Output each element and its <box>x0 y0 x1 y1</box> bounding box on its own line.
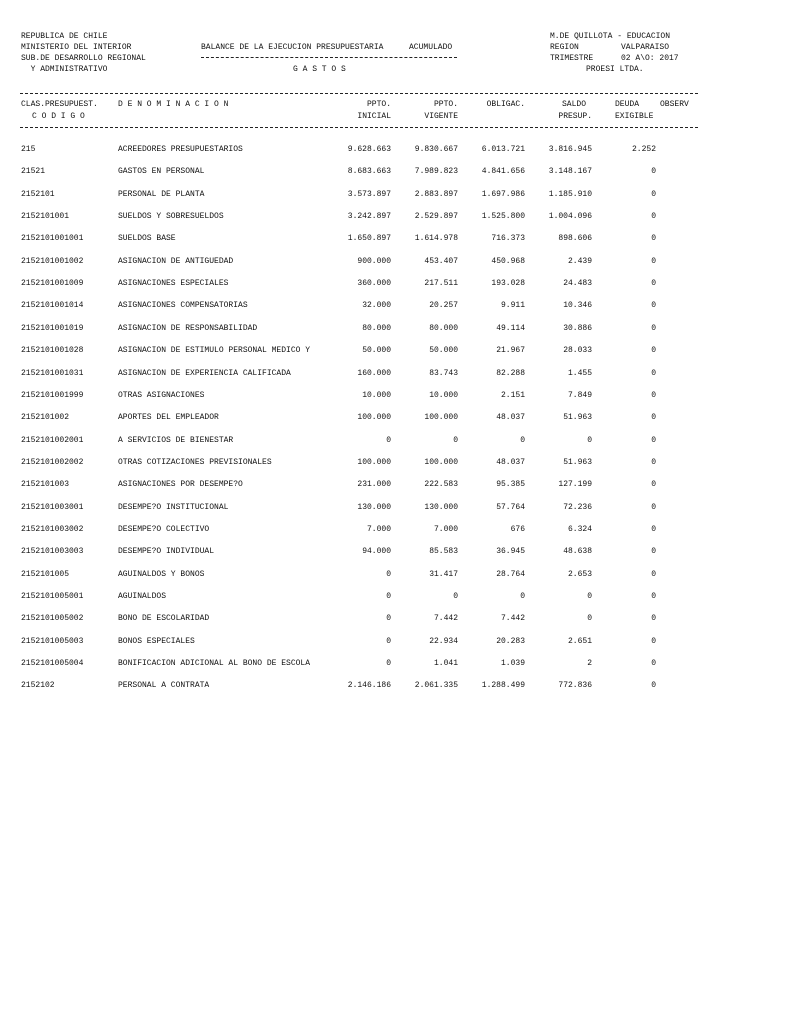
row-ppto-vigente: 10.000 <box>429 391 458 400</box>
row-deuda-exigible: 2.252 <box>631 145 656 154</box>
row-denominacion: PERSONAL DE PLANTA <box>118 190 205 199</box>
row-saldo-presup: 51.963 <box>563 413 592 422</box>
row-ppto-inicial: 3.573.897 <box>347 190 391 199</box>
row-obligac: 36.945 <box>496 547 525 556</box>
row-deuda-exigible: 0 <box>651 391 656 400</box>
row-denominacion: BONO DE ESCOLARIDAD <box>118 614 210 623</box>
row-ppto-vigente: 7.000 <box>433 525 458 534</box>
row-ppto-inicial: 130.000 <box>357 503 391 512</box>
row-ppto-vigente: 100.000 <box>424 413 458 422</box>
header-proesi: PROESI LTDA. <box>586 65 644 74</box>
col-denominacion: D E N O M I N A C I O N <box>118 100 229 109</box>
row-code: 2152101002 <box>21 413 70 422</box>
row-code: 2152101002002 <box>21 458 84 467</box>
header-line-republica: REPUBLICA DE CHILE <box>21 32 108 41</box>
row-ppto-vigente: 83.743 <box>429 369 458 378</box>
col-ppto-inicial-2: INICIAL <box>357 112 391 121</box>
row-saldo-presup: 3.148.167 <box>548 167 592 176</box>
row-saldo-presup: 898.606 <box>558 234 592 243</box>
table-row <box>0 480 791 492</box>
row-saldo-presup: 72.236 <box>563 503 592 512</box>
row-denominacion: PERSONAL A CONTRATA <box>118 681 210 690</box>
row-deuda-exigible: 0 <box>651 234 656 243</box>
row-saldo-presup: 30.886 <box>563 324 592 333</box>
table-row <box>0 503 791 515</box>
row-ppto-vigente: 7.989.823 <box>414 167 458 176</box>
row-deuda-exigible: 0 <box>651 570 656 579</box>
row-saldo-presup: 51.963 <box>563 458 592 467</box>
row-obligac: 82.288 <box>496 369 525 378</box>
row-ppto-vigente: 1.041 <box>433 659 458 668</box>
table-row <box>0 324 791 336</box>
row-ppto-vigente: 222.583 <box>424 480 458 489</box>
header-rule-top <box>20 93 698 94</box>
table-row <box>0 369 791 381</box>
row-ppto-inicial: 7.000 <box>366 525 391 534</box>
row-saldo-presup: 3.816.945 <box>548 145 592 154</box>
row-code: 2152101001009 <box>21 279 84 288</box>
table-row <box>0 570 791 582</box>
row-deuda-exigible: 0 <box>651 436 656 445</box>
row-ppto-vigente: 453.407 <box>424 257 458 266</box>
row-ppto-inicial: 100.000 <box>357 458 391 467</box>
row-saldo-presup: 1.004.096 <box>548 212 592 221</box>
row-denominacion: APORTES DEL EMPLEADOR <box>118 413 219 422</box>
row-obligac: 1.039 <box>500 659 525 668</box>
header-line-administrativo: Y ADMINISTRATIVO <box>21 65 108 74</box>
row-ppto-inicial: 160.000 <box>357 369 391 378</box>
row-ppto-vigente: 2.061.335 <box>414 681 458 690</box>
row-obligac: 28.764 <box>496 570 525 579</box>
col-observ: OBSERV <box>660 100 689 109</box>
row-deuda-exigible: 0 <box>651 279 656 288</box>
row-code: 2152101005004 <box>21 659 84 668</box>
row-deuda-exigible: 0 <box>651 212 656 221</box>
row-denominacion: SUELDOS Y SOBRESUELDOS <box>118 212 224 221</box>
row-ppto-inicial: 10.000 <box>362 391 391 400</box>
row-ppto-vigente: 9.830.667 <box>414 145 458 154</box>
row-denominacion: BONOS ESPECIALES <box>118 637 195 646</box>
row-deuda-exigible: 0 <box>651 592 656 601</box>
row-ppto-vigente: 7.442 <box>433 614 458 623</box>
row-deuda-exigible: 0 <box>651 413 656 422</box>
header-municipio: M.DE QUILLOTA - EDUCACION <box>550 32 671 41</box>
col-ppto-vigente-1: PPTO. <box>433 100 458 109</box>
row-code: 2152101001028 <box>21 346 84 355</box>
row-ppto-vigente: 80.000 <box>429 324 458 333</box>
header-trimestre-value: 02 A\O: 2017 <box>621 54 679 63</box>
row-deuda-exigible: 0 <box>651 614 656 623</box>
row-saldo-presup: 2.651 <box>567 637 592 646</box>
table-row <box>0 257 791 269</box>
row-denominacion: ASIGNACION DE ANTIGUEDAD <box>118 257 234 266</box>
row-saldo-presup: 7.849 <box>567 391 592 400</box>
col-ppto-vigente-2: VIGENTE <box>424 112 458 121</box>
row-saldo-presup: 6.324 <box>567 525 592 534</box>
row-saldo-presup: 1.455 <box>567 369 592 378</box>
col-codigo: C O D I G O <box>32 112 85 121</box>
row-saldo-presup: 0 <box>587 592 592 601</box>
table-row <box>0 681 791 693</box>
row-ppto-inicial: 100.000 <box>357 413 391 422</box>
row-ppto-inicial: 32.000 <box>362 301 391 310</box>
row-ppto-vigente: 1.614.978 <box>414 234 458 243</box>
table-row <box>0 167 791 179</box>
row-deuda-exigible: 0 <box>651 346 656 355</box>
row-obligac: 48.037 <box>496 413 525 422</box>
row-ppto-inicial: 0 <box>386 592 391 601</box>
row-deuda-exigible: 0 <box>651 369 656 378</box>
row-code: 2152101005002 <box>21 614 84 623</box>
table-row <box>0 614 791 626</box>
row-ppto-inicial: 94.000 <box>362 547 391 556</box>
row-code: 2152101001031 <box>21 369 84 378</box>
row-saldo-presup: 10.346 <box>563 301 592 310</box>
table-row <box>0 659 791 671</box>
row-code: 2152101001999 <box>21 391 84 400</box>
row-deuda-exigible: 0 <box>651 503 656 512</box>
row-denominacion: OTRAS ASIGNACIONES <box>118 391 205 400</box>
table-row <box>0 145 791 157</box>
row-obligac: 2.151 <box>500 391 525 400</box>
row-ppto-inicial: 2.146.186 <box>347 681 391 690</box>
row-ppto-vigente: 0 <box>453 436 458 445</box>
row-code: 215 <box>21 145 36 154</box>
row-deuda-exigible: 0 <box>651 480 656 489</box>
row-code: 2152101001014 <box>21 301 84 310</box>
row-code: 2152101001001 <box>21 234 84 243</box>
table-row <box>0 190 791 202</box>
row-saldo-presup: 2 <box>587 659 592 668</box>
row-ppto-vigente: 20.257 <box>429 301 458 310</box>
row-denominacion: OTRAS COTIZACIONES PREVISIONALES <box>118 458 272 467</box>
row-saldo-presup: 772.836 <box>558 681 592 690</box>
row-denominacion: ASIGNACIONES ESPECIALES <box>118 279 229 288</box>
header-region-value: VALPARAISO <box>621 43 670 52</box>
row-denominacion: ASIGNACIONES COMPENSATORIAS <box>118 301 248 310</box>
row-ppto-inicial: 9.628.663 <box>347 145 391 154</box>
row-obligac: 1.697.986 <box>481 190 525 199</box>
table-row <box>0 637 791 649</box>
row-ppto-vigente: 217.511 <box>424 279 458 288</box>
row-ppto-inicial: 0 <box>386 659 391 668</box>
row-obligac: 6.013.721 <box>481 145 525 154</box>
row-code: 2152101003001 <box>21 503 84 512</box>
col-saldo-1: SALDO <box>561 100 586 109</box>
row-obligac: 716.373 <box>491 234 525 243</box>
row-obligac: 4.841.656 <box>481 167 525 176</box>
row-code: 2152101001019 <box>21 324 84 333</box>
row-ppto-inicial: 50.000 <box>362 346 391 355</box>
row-deuda-exigible: 0 <box>651 681 656 690</box>
col-deuda-2: EXIGIBLE <box>615 112 654 121</box>
row-obligac: 48.037 <box>496 458 525 467</box>
table-row <box>0 346 791 358</box>
table-row <box>0 212 791 224</box>
header-line-subdere: SUB.DE DESARROLLO REGIONAL <box>21 54 146 63</box>
header-rule-bottom <box>20 127 698 128</box>
row-saldo-presup: 0 <box>587 436 592 445</box>
row-code: 2152101003003 <box>21 547 84 556</box>
row-obligac: 193.028 <box>491 279 525 288</box>
table-row <box>0 436 791 448</box>
row-saldo-presup: 1.185.910 <box>548 190 592 199</box>
row-code: 2152101003002 <box>21 525 84 534</box>
row-deuda-exigible: 0 <box>651 659 656 668</box>
row-deuda-exigible: 0 <box>651 301 656 310</box>
col-saldo-2: PRESUP. <box>558 112 592 121</box>
report-acumulado: ACUMULADO <box>409 43 453 52</box>
row-deuda-exigible: 0 <box>651 190 656 199</box>
row-ppto-vigente: 50.000 <box>429 346 458 355</box>
row-denominacion: ACREEDORES PRESUPUESTARIOS <box>118 145 243 154</box>
row-ppto-inicial: 8.683.663 <box>347 167 391 176</box>
row-denominacion: BONIFICACION ADICIONAL AL BONO DE ESCOLA <box>118 659 311 668</box>
row-ppto-vigente: 130.000 <box>424 503 458 512</box>
row-denominacion: DESEMPE?O INDIVIDUAL <box>118 547 215 556</box>
row-code: 2152101002001 <box>21 436 84 445</box>
row-obligac: 49.114 <box>496 324 525 333</box>
row-ppto-inicial: 3.242.897 <box>347 212 391 221</box>
row-code: 2152101005001 <box>21 592 84 601</box>
row-ppto-inicial: 1.650.897 <box>347 234 391 243</box>
row-obligac: 57.764 <box>496 503 525 512</box>
row-ppto-inicial: 80.000 <box>362 324 391 333</box>
table-row <box>0 592 791 604</box>
table-row <box>0 279 791 291</box>
row-saldo-presup: 24.483 <box>563 279 592 288</box>
row-denominacion: SUELDOS BASE <box>118 234 176 243</box>
row-ppto-inicial: 0 <box>386 570 391 579</box>
row-saldo-presup: 48.638 <box>563 547 592 556</box>
row-obligac: 7.442 <box>500 614 525 623</box>
row-saldo-presup: 2.439 <box>567 257 592 266</box>
row-obligac: 0 <box>520 592 525 601</box>
row-deuda-exigible: 0 <box>651 167 656 176</box>
row-saldo-presup: 127.199 <box>558 480 592 489</box>
header-trimestre-label: TRIMESTRE <box>550 54 594 63</box>
row-ppto-vigente: 2.529.897 <box>414 212 458 221</box>
row-ppto-vigente: 31.417 <box>429 570 458 579</box>
row-ppto-vigente: 100.000 <box>424 458 458 467</box>
col-obligac: OBLIGAC. <box>486 100 525 109</box>
row-deuda-exigible: 0 <box>651 458 656 467</box>
col-clas-presupuest: CLAS.PRESUPUEST. <box>21 100 98 109</box>
row-ppto-inicial: 0 <box>386 614 391 623</box>
row-saldo-presup: 2.653 <box>567 570 592 579</box>
row-obligac: 676 <box>510 525 525 534</box>
header-line-ministerio: MINISTERIO DEL INTERIOR <box>21 43 132 52</box>
row-obligac: 21.967 <box>496 346 525 355</box>
row-ppto-inicial: 231.000 <box>357 480 391 489</box>
col-ppto-inicial-1: PPTO. <box>366 100 391 109</box>
row-deuda-exigible: 0 <box>651 257 656 266</box>
table-row <box>0 525 791 537</box>
title-underline <box>201 57 457 58</box>
row-code: 2152101005 <box>21 570 70 579</box>
row-code: 2152101001 <box>21 212 70 221</box>
col-deuda-1: DEUDA <box>615 100 640 109</box>
table-row <box>0 547 791 559</box>
row-code: 21521 <box>21 167 46 176</box>
row-obligac: 0 <box>520 436 525 445</box>
row-denominacion: ASIGNACIONES POR DESEMPE?O <box>118 480 243 489</box>
row-code: 2152101005003 <box>21 637 84 646</box>
row-ppto-inicial: 360.000 <box>357 279 391 288</box>
row-denominacion: AGUINALDOS <box>118 592 167 601</box>
row-denominacion: GASTOS EN PERSONAL <box>118 167 205 176</box>
row-code: 2152101003 <box>21 480 70 489</box>
row-denominacion: ASIGNACION DE RESPONSABILIDAD <box>118 324 258 333</box>
row-obligac: 1.288.499 <box>481 681 525 690</box>
table-row <box>0 391 791 403</box>
row-deuda-exigible: 0 <box>651 525 656 534</box>
row-ppto-inicial: 900.000 <box>357 257 391 266</box>
table-row <box>0 234 791 246</box>
row-saldo-presup: 0 <box>587 614 592 623</box>
row-saldo-presup: 28.033 <box>563 346 592 355</box>
row-ppto-vigente: 22.934 <box>429 637 458 646</box>
row-denominacion: AGUINALDOS Y BONOS <box>118 570 205 579</box>
header-region-label: REGION <box>550 43 579 52</box>
row-obligac: 450.968 <box>491 257 525 266</box>
row-denominacion: DESEMPE?O COLECTIVO <box>118 525 210 534</box>
report-title: BALANCE DE LA EJECUCION PRESUPUESTARIA <box>201 43 384 52</box>
row-ppto-inicial: 0 <box>386 637 391 646</box>
row-denominacion: ASIGNACION DE ESTIMULO PERSONAL MEDICO Y <box>118 346 311 355</box>
row-ppto-vigente: 0 <box>453 592 458 601</box>
row-obligac: 1.525.800 <box>481 212 525 221</box>
row-code: 2152102 <box>21 681 55 690</box>
row-deuda-exigible: 0 <box>651 324 656 333</box>
row-obligac: 95.385 <box>496 480 525 489</box>
row-code: 2152101001002 <box>21 257 84 266</box>
row-obligac: 9.911 <box>500 301 525 310</box>
row-obligac: 20.283 <box>496 637 525 646</box>
report-subtitle-gastos: G A S T O S <box>293 65 346 74</box>
row-denominacion: ASIGNACION DE EXPERIENCIA CALIFICADA <box>118 369 291 378</box>
row-code: 2152101 <box>21 190 55 199</box>
row-ppto-vigente: 2.883.897 <box>414 190 458 199</box>
row-denominacion: DESEMPE?O INSTITUCIONAL <box>118 503 229 512</box>
row-deuda-exigible: 0 <box>651 637 656 646</box>
row-ppto-vigente: 85.583 <box>429 547 458 556</box>
table-row <box>0 301 791 313</box>
row-denominacion: A SERVICIOS DE BIENESTAR <box>118 436 234 445</box>
row-ppto-inicial: 0 <box>386 436 391 445</box>
row-deuda-exigible: 0 <box>651 547 656 556</box>
table-row <box>0 413 791 425</box>
table-row <box>0 458 791 470</box>
